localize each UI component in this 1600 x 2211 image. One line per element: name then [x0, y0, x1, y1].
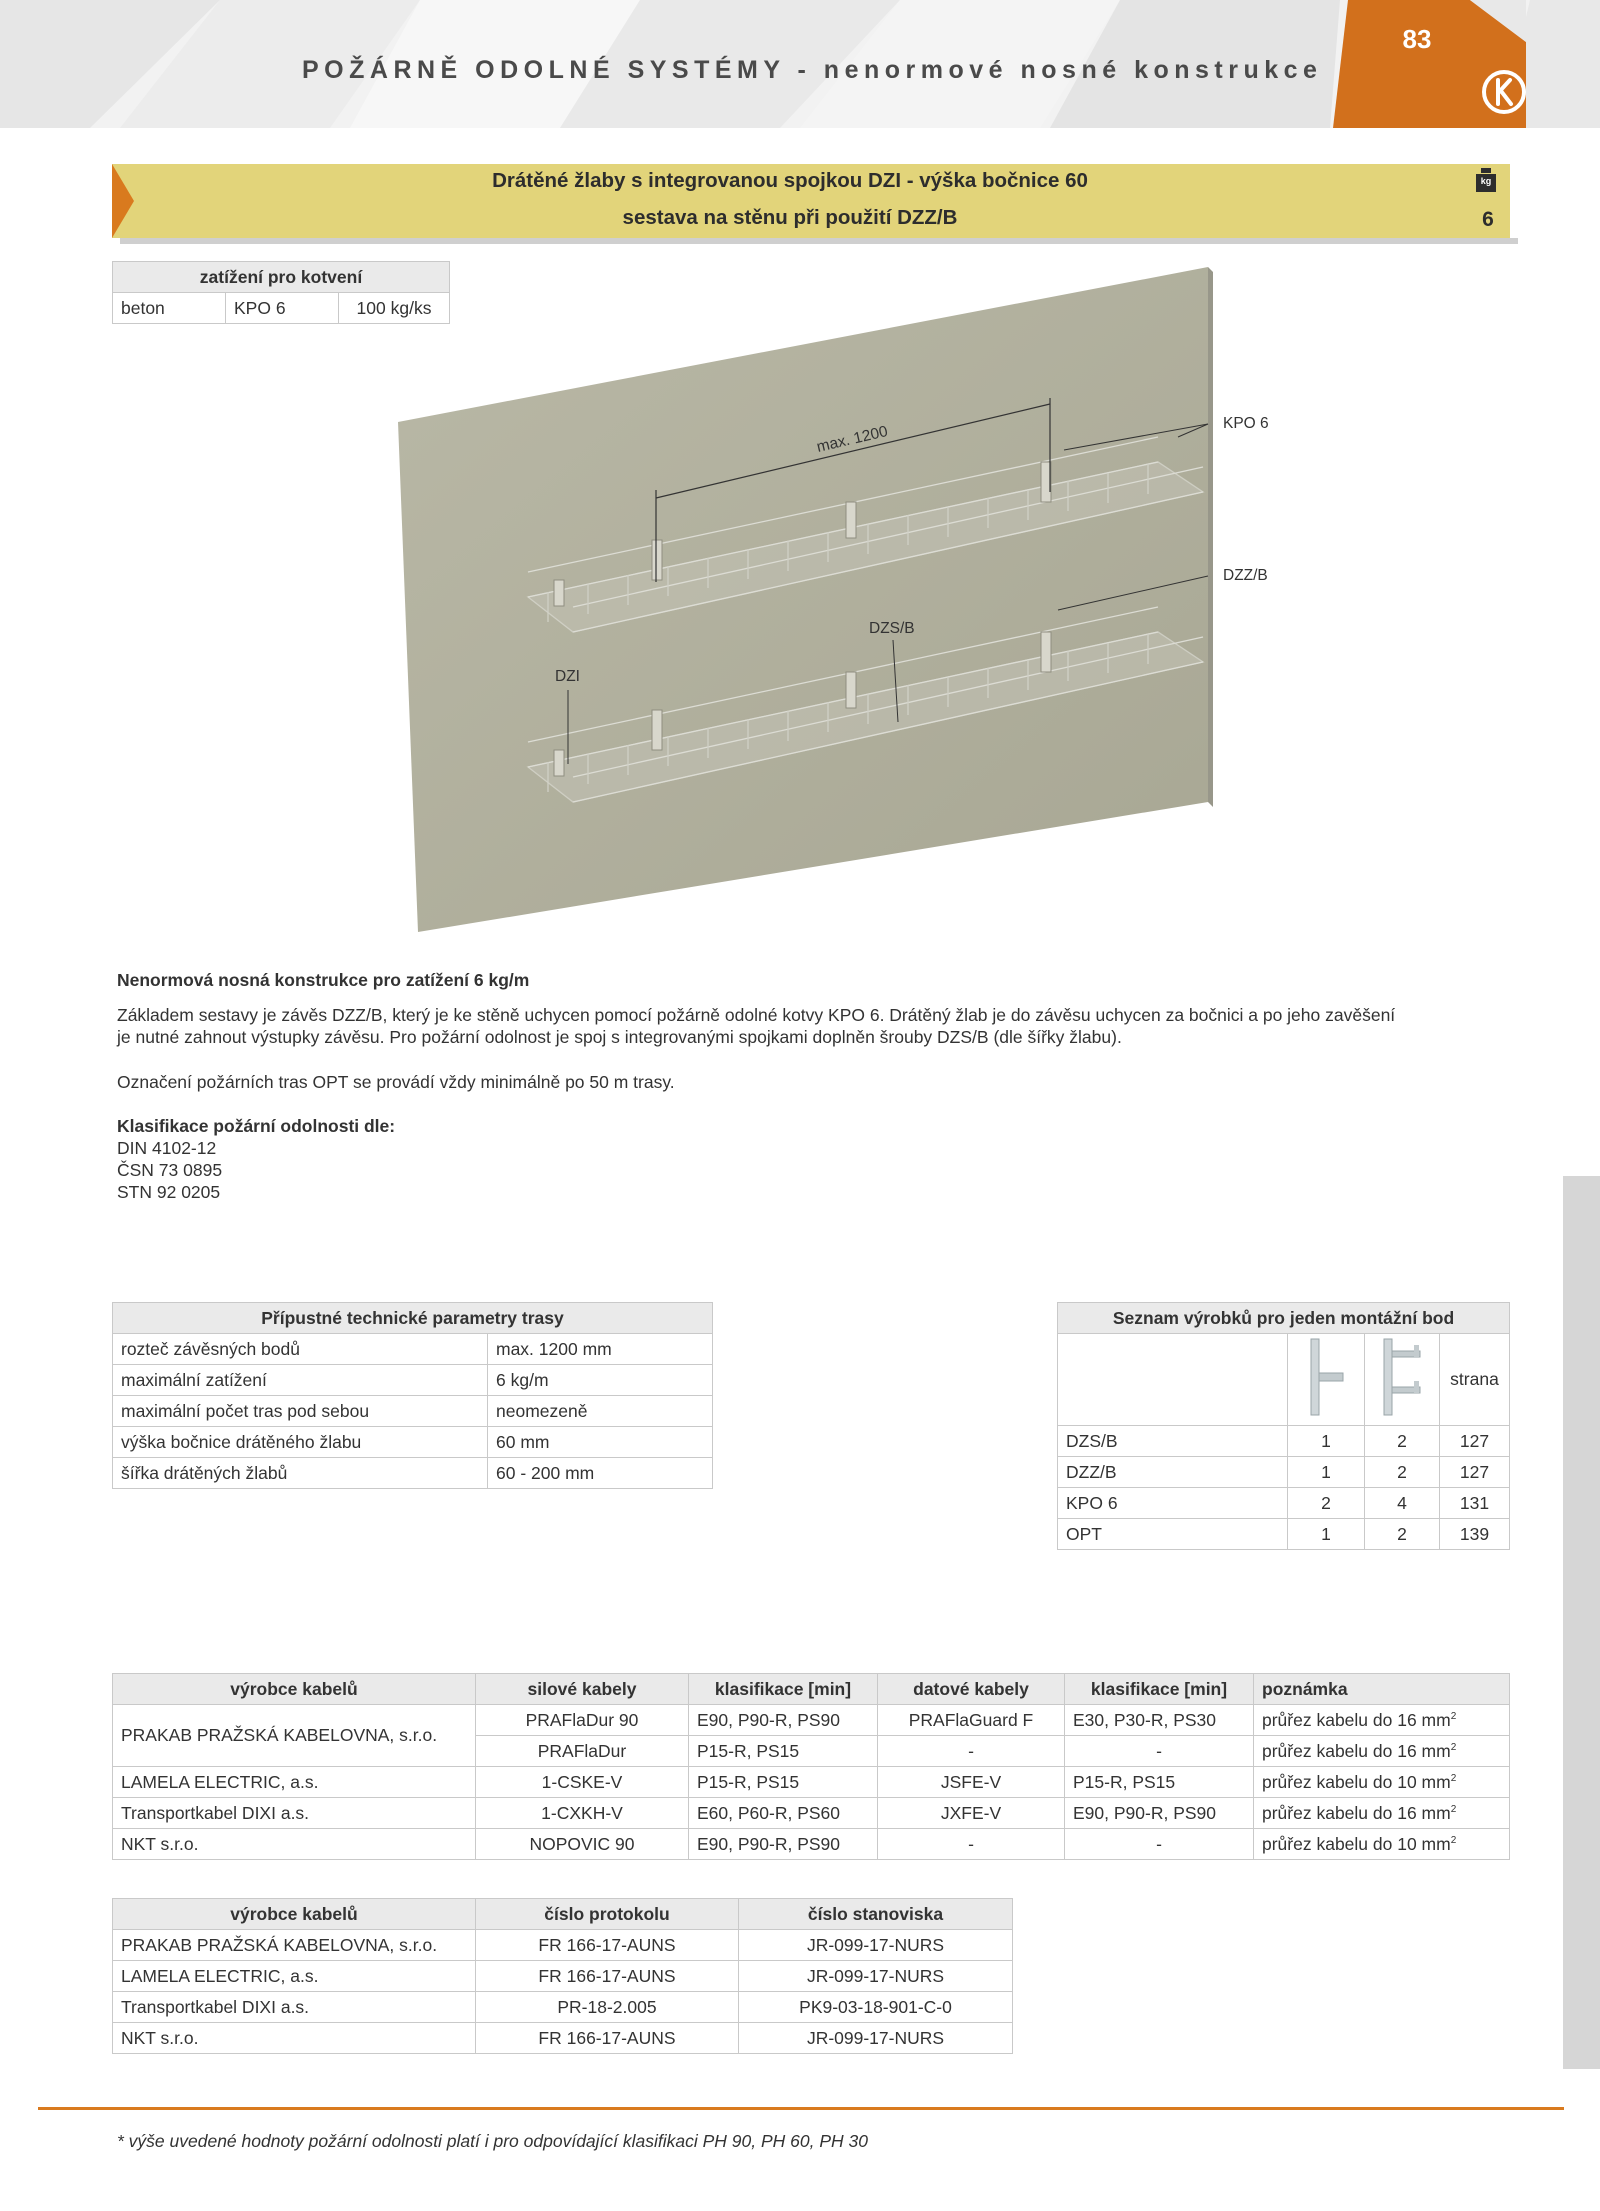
table-cell: JXFE-V: [878, 1798, 1065, 1829]
weight-kg-icon-label: kg: [1480, 176, 1492, 186]
table-cell: rozteč závěsných bodů: [113, 1334, 488, 1365]
table-cell: výška bočnice drátěného žlabu: [113, 1427, 488, 1458]
note-text: průřez kabelu do 16 mm: [1262, 1709, 1451, 1730]
table-cell: max. 1200 mm: [488, 1334, 713, 1365]
column-header: klasifikace [min]: [1065, 1674, 1254, 1705]
table-cell: NKT s.r.o.: [113, 2023, 476, 2054]
table-cell: 60 mm: [488, 1427, 713, 1458]
section-heading: Nenormová nosná konstrukce pro zatížení 6 kg/m: [117, 970, 530, 990]
title-band-shadow: [120, 238, 1518, 244]
table-cell: 1-CSKE-V: [476, 1767, 689, 1798]
products-list-table: [1057, 1302, 1510, 1550]
classification-item: STN 92 0205: [117, 1182, 221, 1202]
table-cell: beton: [113, 293, 226, 324]
table-cell: neomezeně: [488, 1396, 713, 1427]
installation-drawing: [398, 262, 1298, 934]
table-cell: PRAFlaDur: [476, 1736, 689, 1767]
column-header: výrobce kabelů: [113, 1674, 476, 1705]
table-cell: E60, P60-R, PS60: [689, 1798, 878, 1829]
table-row: [113, 1396, 713, 1427]
table-cell: [1254, 1705, 1510, 1736]
table-cell: PR-18-2.005: [476, 1992, 739, 2023]
table-row: [113, 1705, 1510, 1736]
side-tab-bar: [1563, 1176, 1600, 2069]
column-header: číslo stanoviska: [739, 1899, 1013, 1930]
title-band-arrow: [112, 164, 134, 238]
superscript: 2: [1450, 1834, 1457, 1846]
table-cell: maximální zatížení: [113, 1365, 488, 1396]
table-cell: E90, P90-R, PS90: [689, 1829, 878, 1860]
table-cell: NKT s.r.o.: [113, 1829, 476, 1860]
table-cell: FR 166-17-AUNS: [476, 1961, 739, 1992]
description-line-1: Základem sestavy je závěs DZZ/B, který je ke stěně uchycen pomocí požárně odolné kotvy KPO 6. Drátěný žlab je do závěsu uchycen za bočnici a po jeho zavěšení: [117, 1005, 1396, 1025]
table-cell: PRAFlaDur 90: [476, 1705, 689, 1736]
table-cell: PK9-03-18-901-C-0: [739, 1992, 1013, 2023]
table-cell: 1-CXKH-V: [476, 1798, 689, 1829]
table-cell: JSFE-V: [878, 1767, 1065, 1798]
superscript: 2: [1450, 1741, 1457, 1753]
table-cell: KPO 6: [226, 293, 339, 324]
weight-kg-icon: [1475, 166, 1497, 194]
table-cell: -: [878, 1829, 1065, 1860]
table-cell: [1058, 1334, 1288, 1426]
table-cell: NOPOVIC 90: [476, 1829, 689, 1860]
table-cell: 1: [1288, 1426, 1365, 1457]
table-cell: DZS/B: [1058, 1426, 1288, 1457]
cables-classification-table: [112, 1673, 1510, 1860]
table-cell: 100 kg/ks: [339, 293, 450, 324]
table-cell: 2: [1365, 1426, 1440, 1457]
table-cell: 1: [1288, 1519, 1365, 1550]
table-cell: -: [1065, 1829, 1254, 1860]
page-number: 83: [1402, 24, 1432, 54]
table-cell: JR-099-17-NURS: [739, 1961, 1013, 1992]
table-row: [1058, 1457, 1510, 1488]
table-cell: LAMELA ELECTRIC, a.s.: [113, 1767, 476, 1798]
label-kpo6: KPO 6: [1223, 415, 1269, 432]
note-text: průřez kabelu do 10 mm: [1262, 1833, 1451, 1854]
table-row: [113, 1992, 1013, 2023]
table-row: [113, 1334, 713, 1365]
table-cell: E30, P30-R, PS30: [1065, 1705, 1254, 1736]
label-dzi: DZI: [555, 668, 580, 685]
label-dzzb: DZZ/B: [1223, 567, 1268, 584]
table-row: [1058, 1426, 1510, 1457]
column-header: číslo protokolu: [476, 1899, 739, 1930]
table-row: [1058, 1488, 1510, 1519]
page-header-title: POŽÁRNĚ ODOLNÉ SYSTÉMY - nenormové nosné konstrukce: [302, 56, 1323, 84]
product-title: Drátěné žlaby s integrovanou spojkou DZI - výška bočnice 60: [492, 169, 1088, 192]
table-cell: OPT: [1058, 1519, 1288, 1550]
k-circle-logo: [1480, 68, 1528, 116]
table-cell: -: [878, 1736, 1065, 1767]
table-cell: FR 166-17-AUNS: [476, 1930, 739, 1961]
table-row: [113, 1961, 1013, 1992]
table-row: [113, 1458, 713, 1489]
table-cell: [1254, 1798, 1510, 1829]
load-value: 6: [1482, 208, 1494, 231]
double-bracket-icon: [1365, 1334, 1440, 1426]
table-cell: JR-099-17-NURS: [739, 1930, 1013, 1961]
note-text: průřez kabelu do 16 mm: [1262, 1802, 1451, 1823]
table-cell: šířka drátěných žlabů: [113, 1458, 488, 1489]
note-text: průřez kabelu do 10 mm: [1262, 1771, 1451, 1792]
table-row: [1058, 1334, 1510, 1426]
table-row: [113, 1365, 713, 1396]
single-bracket-icon: [1288, 1334, 1365, 1426]
protocols-table: [112, 1898, 1013, 2054]
table-cell: P15-R, PS15: [1065, 1767, 1254, 1798]
table-row: [113, 1427, 713, 1458]
table-cell: LAMELA ELECTRIC, a.s.: [113, 1961, 476, 1992]
anchor-table-header: zatížení pro kotvení: [113, 262, 450, 293]
superscript: 2: [1450, 1772, 1457, 1784]
table-cell: KPO 6: [1058, 1488, 1288, 1519]
table-cell: JR-099-17-NURS: [739, 2023, 1013, 2054]
table-cell: 1: [1288, 1457, 1365, 1488]
table-cell: Transportkabel DIXI a.s.: [113, 1798, 476, 1829]
table-row: [1058, 1519, 1510, 1550]
table-cell: 127: [1440, 1426, 1510, 1457]
table-cell: Transportkabel DIXI a.s.: [113, 1992, 476, 2023]
table-cell: 139: [1440, 1519, 1510, 1550]
table-cell: [1254, 1767, 1510, 1798]
label-dzsb: DZS/B: [869, 620, 915, 637]
classification-item: DIN 4102-12: [117, 1138, 217, 1158]
description-line-2: je nutné zahnout výstupky závěsu. Pro požární odolnost je spoj s integrovanými spojkami doplněn šrouby DZS/B (dle šířky žlabu).: [117, 1027, 1122, 1047]
table-cell: P15-R, PS15: [689, 1767, 878, 1798]
note-text: průřez kabelu do 16 mm: [1262, 1740, 1451, 1761]
table-cell: PRAFlaGuard F: [878, 1705, 1065, 1736]
column-header: silové kabely: [476, 1674, 689, 1705]
table-cell: P15-R, PS15: [689, 1736, 878, 1767]
table-cell: 4: [1365, 1488, 1440, 1519]
table-cell: 2: [1288, 1488, 1365, 1519]
table-cell: 2: [1365, 1519, 1440, 1550]
strana-column-header: strana: [1440, 1334, 1510, 1426]
column-header: výrobce kabelů: [113, 1899, 476, 1930]
params-table-header: Přípustné technické parametry trasy: [113, 1303, 713, 1334]
table-cell: 131: [1440, 1488, 1510, 1519]
footer-note: * výše uvedené hodnoty požární odolnosti platí i pro odpovídající klasifikaci PH 90, PH 60, PH 30: [117, 2131, 868, 2151]
superscript: 2: [1450, 1803, 1457, 1815]
column-header: datové kabely: [878, 1674, 1065, 1705]
wall: [398, 267, 1208, 932]
table-cell: 60 - 200 mm: [488, 1458, 713, 1489]
opt-note: Označení požárních tras OPT se provádí vždy minimálně po 50 m trasy.: [117, 1072, 675, 1092]
table-row: [113, 1798, 1510, 1829]
table-cell: [1254, 1829, 1510, 1860]
table-cell: PRAKAB PRAŽSKÁ KABELOVNA, s.r.o.: [113, 1930, 476, 1961]
table-cell: -: [1065, 1736, 1254, 1767]
table-row: [113, 2023, 1013, 2054]
span-label: max. 1200: [815, 423, 890, 456]
column-header: poznámka: [1254, 1674, 1510, 1705]
table-row: [113, 1930, 1013, 1961]
table-cell: [1254, 1736, 1510, 1767]
table-cell: E90, P90-R, PS90: [689, 1705, 878, 1736]
table-cell: 2: [1365, 1457, 1440, 1488]
table-row: [113, 1829, 1510, 1860]
table-cell: 6 kg/m: [488, 1365, 713, 1396]
table-cell: DZZ/B: [1058, 1457, 1288, 1488]
table-cell: PRAKAB PRAŽSKÁ KABELOVNA, s.r.o.: [113, 1705, 476, 1767]
column-header: klasifikace [min]: [689, 1674, 878, 1705]
table-cell: E90, P90-R, PS90: [1065, 1798, 1254, 1829]
superscript: 2: [1450, 1710, 1457, 1722]
classification-heading: Klasifikace požární odolnosti dle:: [117, 1116, 396, 1136]
product-subtitle: sestava na stěnu při použití DZZ/B: [622, 206, 958, 229]
products-table-header: Seznam výrobků pro jeden montážní bod: [1058, 1303, 1510, 1334]
table-row: [113, 1767, 1510, 1798]
table-cell: FR 166-17-AUNS: [476, 2023, 739, 2054]
route-parameters-table: [112, 1302, 713, 1489]
footer-divider: [38, 2107, 1564, 2110]
table-cell: 127: [1440, 1457, 1510, 1488]
classification-item: ČSN 73 0895: [117, 1160, 223, 1180]
table-cell: maximální počet tras pod sebou: [113, 1396, 488, 1427]
